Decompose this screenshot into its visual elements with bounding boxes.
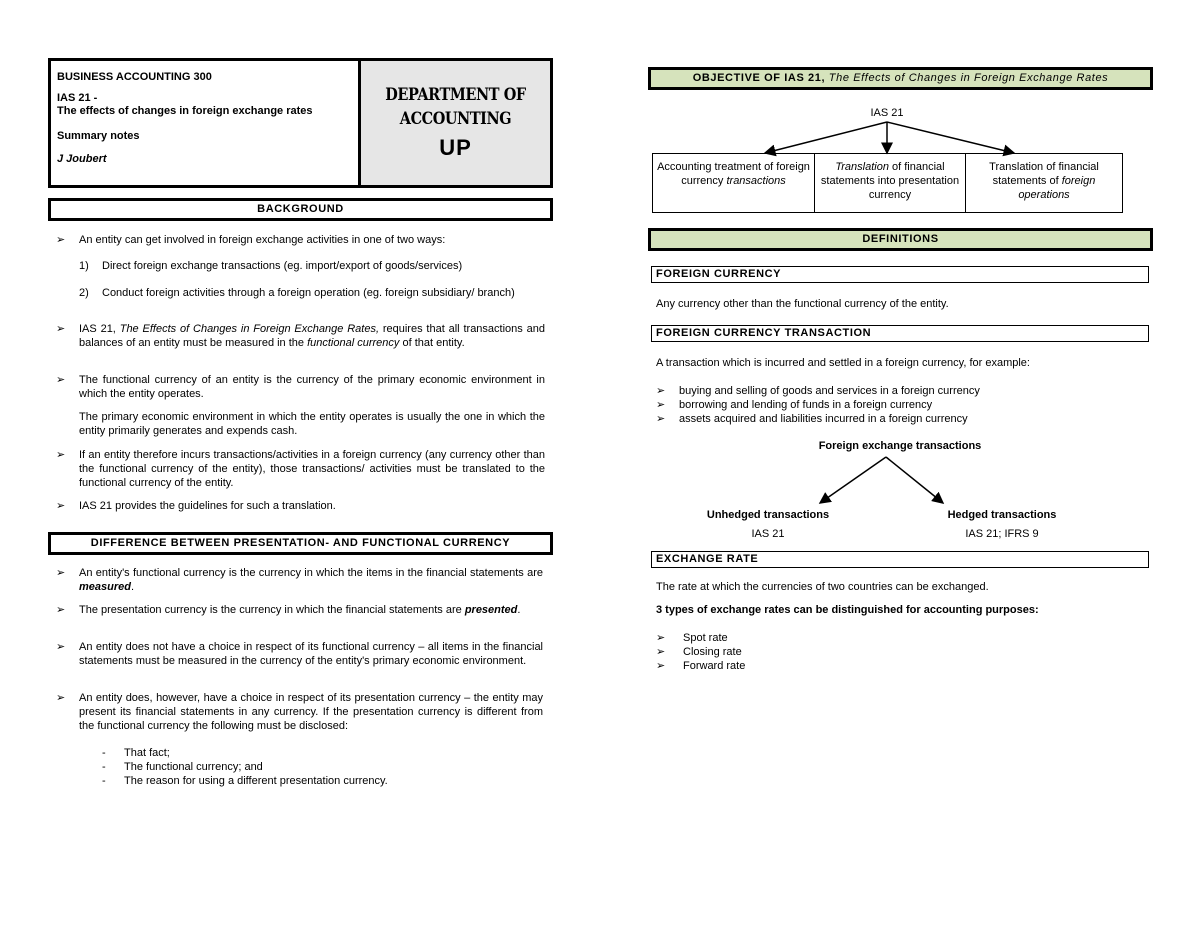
arrowhead-bullet-icon: ➢ xyxy=(56,234,66,246)
background-bullet-3-para: The primary economic environment in which the entity operates is usually the one in which the entity primarily generates and expends cash. xyxy=(79,411,545,437)
dash-bullet: - xyxy=(102,747,106,759)
objective-box-foreign-operations: Translation of financial statements of foreign operations xyxy=(965,153,1123,213)
rate-type-forward: Forward rate xyxy=(683,660,746,672)
exchange-rate-types-intro: 3 types of exchange rates can be distinguished for accounting purposes: xyxy=(656,604,1039,616)
disclosure-item-2: The functional currency; and xyxy=(124,761,263,773)
unhedged-standard: IAS 21 xyxy=(751,528,785,540)
objective-box-translation: Translation of financial statements into presentation currency xyxy=(814,153,966,213)
rate-type-closing: Closing rate xyxy=(683,646,742,658)
arrowhead-bullet-icon: ➢ xyxy=(656,413,666,425)
arrowhead-bullet-icon: ➢ xyxy=(56,641,66,653)
exchange-rate-heading: EXCHANGE RATE xyxy=(651,551,1149,568)
background-bullet-2: IAS 21, The Effects of Changes in Foreign Exchange Rates, requires that all transactions and balances of an entity must be measured in the functional currency of that entity. xyxy=(79,323,545,349)
arrowhead-bullet-icon: ➢ xyxy=(656,399,666,411)
difference-bullet-4: An entity does, however, have a choice in respect of its presentation currency – the entity may present its financial statements in any currency. If the presentation currency is different from the functional currency the following must be disclosed: xyxy=(79,692,543,732)
transaction-example-2: borrowing and lending of funds in a foreign currency xyxy=(679,399,933,411)
arrowhead-bullet-icon: ➢ xyxy=(56,500,66,512)
fx-right-arrow xyxy=(886,457,943,503)
background-bullet-4: If an entity therefore incurs transactions/activities in a foreign currency (any currency other than the functional currency of the entity), those transactions/ activities must be translated to the functional currency of the entity. xyxy=(79,449,545,489)
exchange-rate-text: The rate at which the currencies of two countries can be exchanged. xyxy=(656,581,989,593)
hedged-label: Hedged transactions xyxy=(947,509,1057,521)
objective-box-transactions: Accounting treatment of foreign currency transactions xyxy=(652,153,815,213)
difference-bullet-1: An entity's functional currency is the currency in which the items in the financial statements are measured. xyxy=(79,567,543,593)
dept-logo-up: UP xyxy=(439,135,472,160)
dept-line-1: DEPARTMENT OF xyxy=(385,85,526,105)
arrowhead-bullet-icon: ➢ xyxy=(56,567,66,579)
numbered-2-label: 2) xyxy=(79,287,89,299)
background-bullet-3: The functional currency of an entity is the currency of the primary economic environment in which the entity operates. xyxy=(79,374,545,400)
numbered-item-1: Direct foreign exchange transactions (eg. import/export of goods/services) xyxy=(102,260,463,272)
difference-bullet-3: An entity does not have a choice in respect of its functional currency – all items in the financial statements must be measured in the currency of the entity's primary economic environment. xyxy=(79,641,543,667)
arrowhead-bullet-icon: ➢ xyxy=(56,604,66,616)
foreign-currency-transaction-text: A transaction which is incurred and settled in a foreign currency, for example: xyxy=(656,357,1030,369)
fx-root-label: Foreign exchange transactions xyxy=(818,440,982,452)
transaction-example-3: assets acquired and liabilities incurred in a foreign currency xyxy=(679,413,968,425)
fx-left-arrow xyxy=(820,457,886,503)
background-bullet-5: IAS 21 provides the guidelines for such a translation. xyxy=(79,500,336,512)
disclosure-item-3: The reason for using a different presentation currency. xyxy=(124,775,388,787)
unhedged-label: Unhedged transactions xyxy=(706,509,830,521)
hedged-standard: IAS 21; IFRS 9 xyxy=(965,528,1039,540)
rate-type-spot: Spot rate xyxy=(683,632,728,644)
topic-line-2: The effects of changes in foreign exchange rates xyxy=(57,105,313,117)
summary-label: Summary notes xyxy=(57,130,140,142)
numbered-item-2: Conduct foreign activities through a foreign operation (eg. foreign subsidiary/ branch) xyxy=(102,287,515,299)
foreign-currency-text: Any currency other than the functional currency of the entity. xyxy=(656,298,949,310)
difference-heading: DIFFERENCE BETWEEN PRESENTATION- AND FUNCTIONAL CURRENCY xyxy=(48,532,553,555)
transaction-example-1: buying and selling of goods and services in a foreign currency xyxy=(679,385,980,397)
ias21-root-label: IAS 21 xyxy=(870,107,904,119)
topic-line-1: IAS 21 - xyxy=(57,92,98,104)
background-heading: BACKGROUND xyxy=(48,198,553,221)
difference-bullet-2: The presentation currency is the currency in which the financial statements are presented. xyxy=(79,604,521,616)
arrowhead-bullet-icon: ➢ xyxy=(656,660,666,672)
dept-line-2: ACCOUNTING xyxy=(399,109,512,129)
arrowhead-bullet-icon: ➢ xyxy=(56,449,66,461)
arrowhead-bullet-icon: ➢ xyxy=(56,692,66,704)
background-bullet-1: An entity can get involved in foreign exchange activities in one of two ways: xyxy=(79,234,446,246)
foreign-currency-heading: FOREIGN CURRENCY xyxy=(651,266,1149,283)
ias21-right-arrow xyxy=(887,122,1014,153)
arrowhead-bullet-icon: ➢ xyxy=(656,646,666,658)
dash-bullet: - xyxy=(102,761,106,773)
arrowhead-bullet-icon: ➢ xyxy=(656,632,666,644)
course-title: BUSINESS ACCOUNTING 300 xyxy=(57,71,212,83)
definitions-heading: DEFINITIONS xyxy=(648,228,1153,251)
foreign-currency-transaction-heading: FOREIGN CURRENCY TRANSACTION xyxy=(651,325,1149,342)
objective-heading: OBJECTIVE OF IAS 21, The Effects of Changes in Foreign Exchange Rates xyxy=(648,67,1153,90)
arrowhead-bullet-icon: ➢ xyxy=(56,374,66,386)
disclosure-item-1: That fact; xyxy=(124,747,170,759)
arrowhead-bullet-icon: ➢ xyxy=(656,385,666,397)
ias21-left-arrow xyxy=(765,122,887,153)
author: J Joubert xyxy=(57,153,107,165)
dash-bullet: - xyxy=(102,775,106,787)
arrowhead-bullet-icon: ➢ xyxy=(56,323,66,335)
numbered-1-label: 1) xyxy=(79,260,89,272)
